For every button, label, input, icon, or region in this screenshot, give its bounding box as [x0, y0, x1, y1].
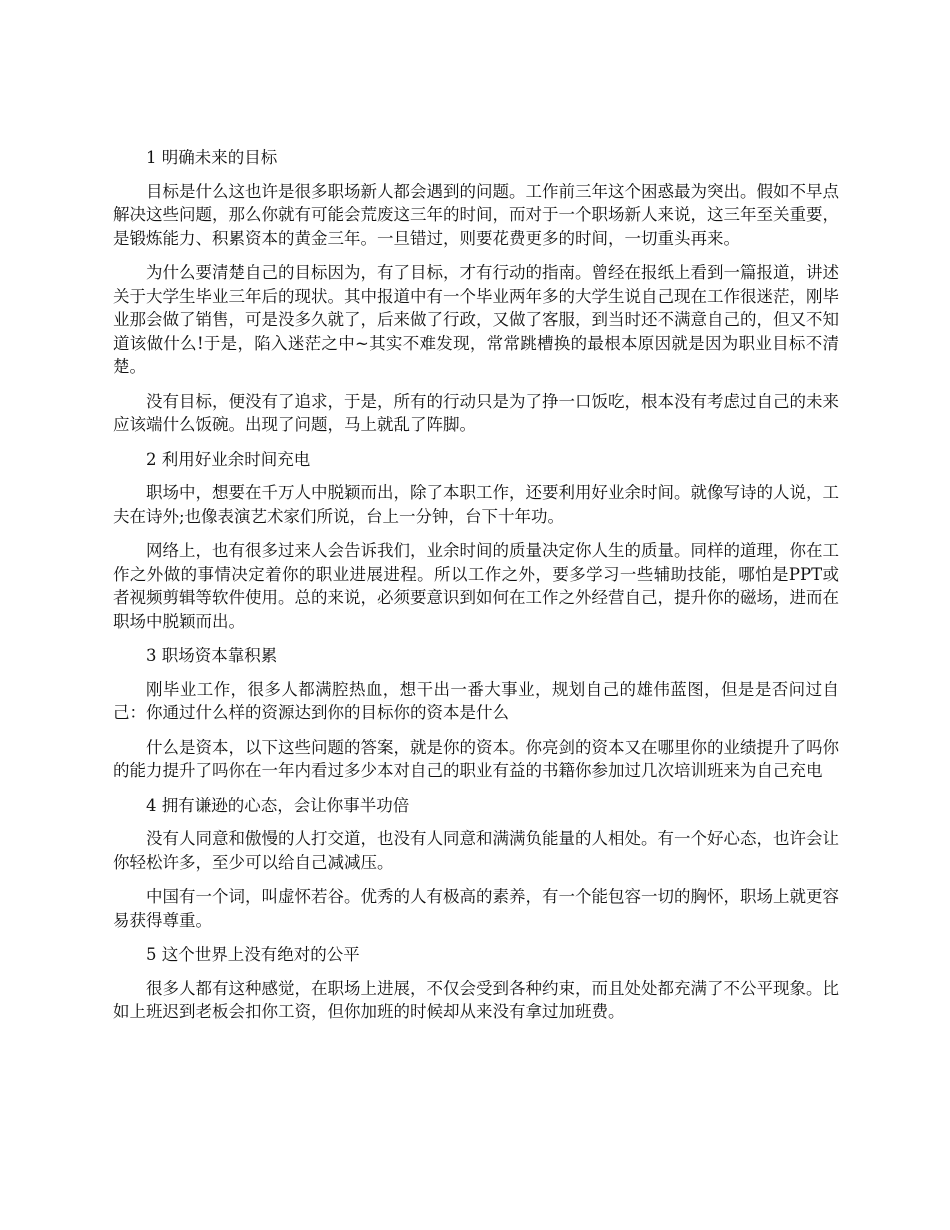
- section-heading-1: 1 明确未来的目标: [146, 148, 278, 167]
- paragraph: 刚毕业工作，很多人都满腔热血，想干出一番大事业，规划自己的雄伟蓝图，但是是否问过自己：你通过什么样的资源达到你的目标你的资本是什么: [113, 679, 839, 722]
- section-heading-4: 4 拥有谦逊的心态，会让你事半功倍: [146, 795, 410, 815]
- paragraph: 网络上，也有很多过来人会告诉我们，业余时间的质量决定你人生的质量。同样的道理，你在工作之外做的事情决定着你的职业进展进程。所以工作之外，要多学习一些辅助技能，哪怕是PPT或者视频剪辑等软件使用。总的来说，必须要意识到如何在工作之外经营自己，提升你的磁场，进而在职场中脱颖而出。: [113, 541, 839, 631]
- section-heading-5: 5 这个世界上没有绝对的公平: [146, 945, 360, 964]
- paragraph: 没有人同意和傲慢的人打交道，也没有人同意和满满负能量的人相处。有一个好心态，也许会让你轻松许多，至少可以给自己减减压。: [113, 829, 839, 872]
- paragraph: 目标是什么这也许是很多职场新人都会遇到的问题。工作前三年这个困惑最为突出。假如不早点解决这些问题，那么你就有可能会荒废这三年的时间，而对于一个职场新人来说，这三年至关重要，是锻炼能力、积累资本的黄金三年。一旦错过，则要花费更多的时间，一切重头再来。: [113, 181, 839, 248]
- document-page: [113, 146, 839, 1035]
- section-heading-3: 3 职场资本靠积累: [146, 646, 278, 665]
- paragraph: 中国有一个词，叫虚怀若谷。优秀的人有极高的素养，有一个能包容一切的胸怀，职场上就更容易获得尊重。: [113, 887, 839, 930]
- paragraph: 为什么要清楚自己的目标因为，有了目标，才有行动的指南。曾经在报纸上看到一篇报道，讲述关于大学生毕业三年后的现状。其中报道中有一个毕业两年多的大学生说自己现在工作很迷茫，刚毕业那会做了销售，可是没多久就了，后来做了行政，又做了客服，到当时还不满意自己的，但又不知道该做什么!于是，陷入迷茫之中~其实不难发现，常常跳槽换的最根本原因就是因为职业目标不清楚。: [113, 263, 839, 376]
- paragraph: 很多人都有这种感觉，在职场上进展，不仅会受到各种约束，而且处处都充满了不公平现象。比如上班迟到老板会扣你工资，但你加班的时候却从来没有拿过加班费。: [113, 978, 839, 1021]
- section-heading-2: 2 利用好业余时间充电: [146, 449, 311, 469]
- paragraph: 没有目标，便没有了追求，于是，所有的行动只是为了挣一口饭吃，根本没有考虑过自己的未来应该端什么饭碗。出现了问题，马上就乱了阵脚。: [113, 391, 839, 434]
- paragraph: 什么是资本，以下这些问题的答案，就是你的资本。你亮剑的资本又在哪里你的业绩提升了吗你的能力提升了吗你在一年内看过多少本对自己的职业有益的书籍你参加过几次培训班来为自己充电: [113, 737, 839, 780]
- paragraph: 职场中，想要在千万人中脱颖而出，除了本职工作，还要利用好业余时间。就像写诗的人说，工夫在诗外;也像表演艺术家们所说，台上一分钟，台下十年功。: [113, 483, 839, 526]
